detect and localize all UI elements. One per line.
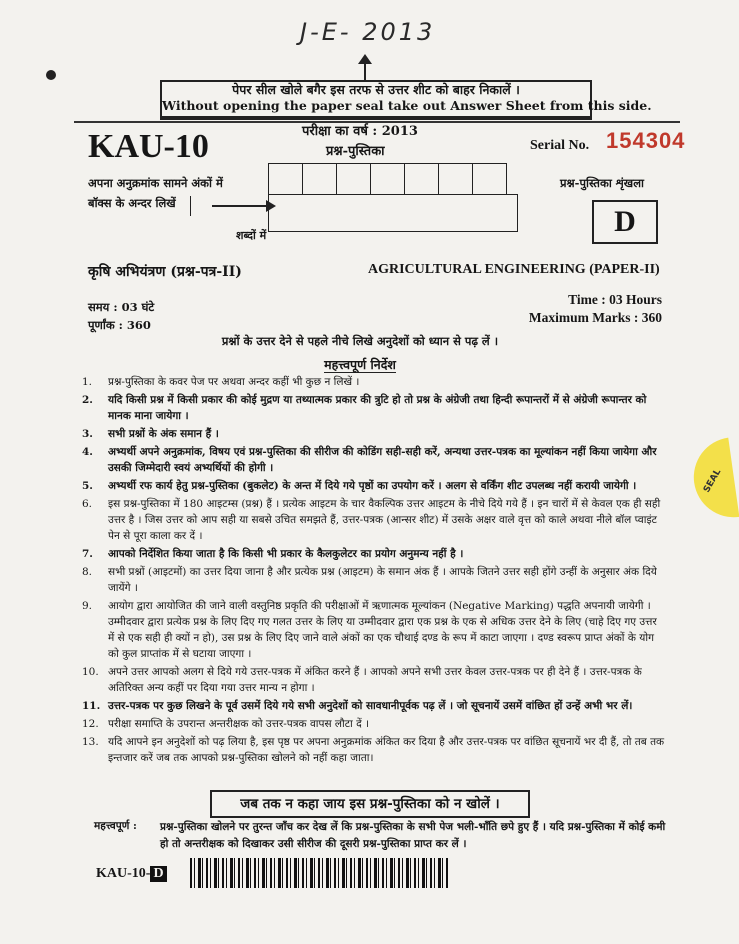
instruction-number: 7. — [82, 548, 93, 560]
instruction-text: यदि आपने इन अनुदेशों को पढ़ लिया है, इस पृष्ठ पर अपना अनुक्रमांक अंकित कर दिया है और उत्तर-पत्रक पर वांछित सूचनायें भर दी हैं, तो तब तक इन्तजार करें जब तक आपको प्रश्न-पुस्तिका खोलने को नहीं कहा जाता। — [108, 736, 665, 764]
paper-code: KAU-10 — [88, 128, 209, 165]
instruction-item — [82, 698, 666, 714]
footer-code-text: KAU-10- — [96, 866, 151, 881]
pointer-line — [190, 196, 191, 216]
booklet-label: प्रश्न-पुस्तिका — [326, 144, 385, 159]
instruction-item — [82, 664, 666, 696]
instruction-number: 9. — [82, 600, 93, 612]
roll-digit-box[interactable] — [404, 164, 438, 194]
marks-english: Maximum Marks : 360 — [528, 310, 662, 325]
instructions-intro: प्रश्नों के उत्तर देने से पहले नीचे लिखे अनुदेशों को ध्यान से पढ़ लें । — [221, 334, 499, 348]
note-label: महत्त्वपूर्ण : — [94, 820, 137, 832]
instruction-item — [82, 444, 666, 476]
instruction-text: सभी प्रश्नों (आइटमों) का उत्तर दिया जाना है और प्रत्येक प्रश्न (आइटम) के समान अंक हैं । आपके जितने उत्तर सही होंगे उन्हीं के अनुसार अंक दिये जायेंगे । — [108, 566, 657, 594]
roll-digit-box[interactable] — [269, 164, 302, 194]
instructions-heading — [60, 356, 660, 373]
footer-series: D — [150, 866, 166, 882]
instruction-text: प्रश्न-पुस्तिका के कवर पेज पर अथवा अन्दर कहीं भी कुछ न लिखें । — [108, 376, 360, 388]
up-arrow-icon — [364, 56, 366, 80]
serial-number: 154304 — [606, 128, 686, 153]
series-value: D — [592, 200, 658, 244]
instruction-number: 10. — [82, 666, 99, 678]
instruction-text: परीक्षा समाप्ति के उपरान्त अन्तरीक्षक को उत्तर-पत्रक वापस लौटा दें । — [108, 718, 369, 730]
roll-digit-box[interactable] — [370, 164, 404, 194]
time-hindi: समय : 03 घंटे — [88, 300, 155, 314]
instruction-item — [82, 374, 666, 390]
subject-english: AGRICULTURAL ENGINEERING (PAPER-II) — [368, 262, 660, 277]
instruction-item — [82, 598, 666, 662]
instructions-heading-text: महत्त्वपूर्ण निर्देश — [324, 357, 396, 372]
instruction-text: आपको निर्देशित किया जाता है कि किसी भी प्रकार के कैलकुलेटर का प्रयोग अनुमन्य नहीं है । — [108, 548, 464, 560]
roll-instruction-line2: बॉक्स के अन्दर लिखें — [88, 196, 176, 210]
instruction-number: 6. — [82, 498, 93, 510]
instruction-text: आयोग द्वारा आयोजित की जाने वाली वस्तुनिष्ठ प्रकृति की परीक्षाओं में ऋणात्मक मूल्यांकन (Negative Marking) पद्धति अपनायी जायेगी । उम्मीदवार द्वारा प्रत्येक प्रश्न के लिए दिए गए गलत उत्तर के लिए या उम्मीदवार द्वारा एक प्रश्न के एक से अधिक उत्तर देने के लिए (चाहे दिए गए उत्तर में से एक सही ही क्यों न हो), उस प्रश्न के लिए दिए जाने वाले अंकों का एक चौथाई दण्ड के रूप में काटा जाएगा । दण्ड स्वरूप प्राप्त अंकों के योग को कुल प्राप्तांक में से घटाया जाएगा । — [108, 600, 657, 660]
instruction-number: 3. — [82, 428, 93, 440]
serial-label: Serial No. — [530, 138, 590, 153]
seal-notice-hindi: पेपर सील खोले बगैर इस तरफ से उत्तर शीट को बाहर निकालें । — [232, 82, 520, 97]
seal-notice — [160, 80, 652, 120]
note-text: प्रश्न-पुस्तिका खोलने पर तुरन्त जाँच कर देख लें कि प्रश्न-पुस्तिका के सभी पेज भली-भाँति छपे हुए हैं । यदि प्रश्न-पुस्तिका में कोई कमी हो तो अन्तरीक्षक को दिखाकर उसी सीरीज की दूसरी प्रश्न-पुस्तिका प्राप्त कर लें । — [160, 821, 666, 850]
roll-words-box[interactable] — [268, 194, 518, 232]
roll-digit-box[interactable] — [472, 164, 506, 194]
instruction-number: 4. — [82, 446, 93, 458]
instruction-item — [82, 734, 666, 766]
barcode — [190, 858, 450, 888]
series-label: प्रश्न-पुस्तिका शृंखला — [560, 176, 644, 190]
instruction-text: सभी प्रश्नों के अंक समान हैं । — [108, 428, 219, 440]
roll-number-boxes[interactable] — [268, 163, 507, 195]
seal-sticker-text: SEAL — [702, 467, 724, 495]
instruction-number: 5. — [82, 480, 93, 492]
instruction-item — [82, 546, 666, 562]
instruction-text: अपने उत्तर आपको अलग से दिये गये उत्तर-पत्रक में अंकित करने हैं । आपको अपने सभी उत्तर केवल उत्तर-पत्रक पर ही देने हैं । उत्तर-पत्रक के अतिरिक्त अन्य कहीं पर दिया गया उत्तर मान्य न होगा । — [108, 666, 642, 694]
words-label: शब्दों में — [236, 229, 267, 242]
instruction-item — [82, 716, 666, 732]
time-english: Time : 03 Hours — [568, 292, 662, 307]
instruction-item — [82, 564, 666, 596]
do-not-open-notice: जब तक न कहा जाय इस प्रश्न-पुस्तिका को न खोलें । — [210, 790, 530, 818]
instruction-item — [82, 478, 666, 494]
footer-code — [96, 866, 167, 882]
instruction-text: अभ्यर्थी रफ कार्य हेतु प्रश्न-पुस्तिका (बुकलेट) के अन्त में दिये गये पृष्ठों का उपयोग करें । अलग से वर्किंग शीट उपलब्ध नहीं करायी जायेगी । — [108, 480, 637, 492]
roll-digit-box[interactable] — [438, 164, 472, 194]
seal-notice-english: Without opening the paper seal take out Answer Sheet from this side. — [162, 98, 652, 113]
roll-instruction-line1: अपना अनुक्रमांक सामने अंकों में — [88, 176, 223, 190]
instruction-text: उत्तर-पत्रक पर कुछ लिखने के पूर्व उसमें दिये गये सभी अनुदेशों को सावधानीपूर्वक पढ़ लें । जो सूचनायें उसमें वांछित हों उन्हें अभी भर लें। — [108, 700, 633, 712]
instruction-number: 1. — [82, 376, 93, 388]
instruction-number: 11. — [82, 700, 101, 712]
instruction-text: इस प्रश्न-पुस्तिका में 180 आइटम्स (प्रश्न) हैं । प्रत्येक आइटम के चार वैकल्पिक उत्तर आइटम के नीचे दिये गये हैं । इन चारों में से केवल एक ही सही उत्तर है । जिस उत्तर को आप सही या सबसे उचित समझते हैं, उत्तर-पत्रक (आन्सर शीट) में उसके अक्षर वाले वृत्त को काले अथवा नीले बॉल प्वाइंट पेन से पूरा काला कर दें । — [108, 498, 661, 542]
instruction-item — [82, 426, 666, 442]
roll-digit-box[interactable] — [302, 164, 336, 194]
exam-year: परीक्षा का वर्ष : 2013 — [302, 124, 418, 139]
instruction-number: 2. — [82, 394, 93, 406]
instruction-number: 12. — [82, 718, 99, 730]
instructions-list — [82, 374, 666, 768]
right-arrow-icon — [212, 205, 266, 207]
instruction-number: 8. — [82, 566, 93, 578]
marks-hindi: पूर्णांक : 360 — [88, 318, 151, 332]
instruction-item — [82, 496, 666, 544]
punch-hole-mark — [46, 70, 56, 80]
roll-digit-box[interactable] — [336, 164, 370, 194]
instruction-text: यदि किसी प्रश्न में किसी प्रकार की कोई मुद्रण या तथ्यात्मक प्रकार की त्रुटि हो तो प्रश्न के अंग्रेजी तथा हिन्दी रूपान्तरों में से अंग्रेजी रूपान्तर को मानक माना जायेगा । — [108, 394, 647, 422]
handwritten-note: J-E- 2013 — [300, 18, 436, 46]
instruction-number: 13. — [82, 736, 99, 748]
subject-hindi: कृषि अभियंत्रण (प्रश्न-पत्र-II) — [88, 264, 242, 280]
instruction-text: अभ्यर्थी अपने अनुक्रमांक, विषय एवं प्रश्न-पुस्तिका की सीरीज की कोडिंग सही-सही करें, अन्यथा उत्तर-पत्रक का मूल्यांकन नहीं किया जायेगा और उसकी जिम्मेदारी स्वयं अभ्यर्थियों की होगी । — [108, 446, 657, 474]
instruction-item — [82, 392, 666, 424]
